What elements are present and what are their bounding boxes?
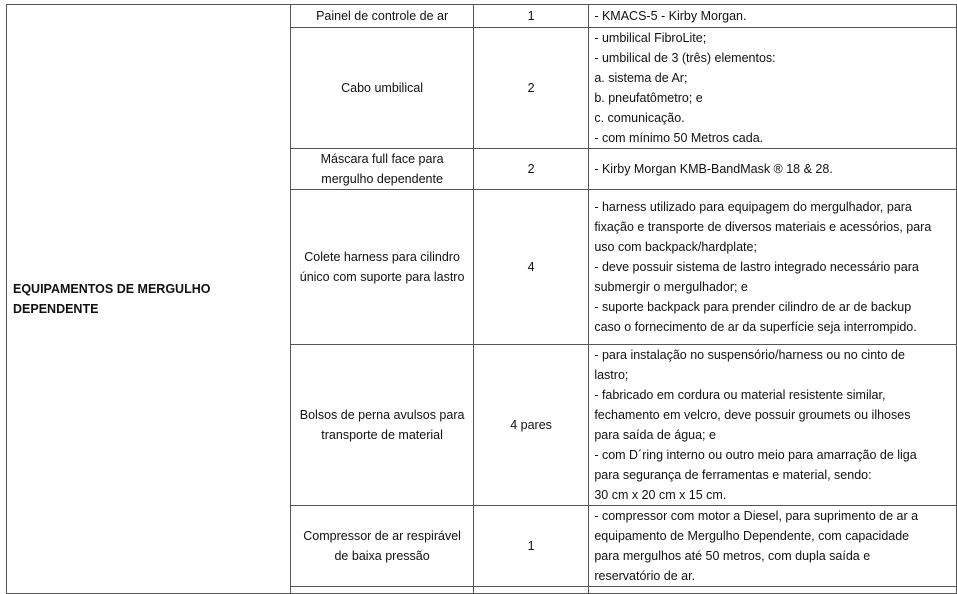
spec-line: - harness utilizado para equipagem do mergulhador, para	[594, 200, 912, 214]
spec-line: fechamento em velcro, deve possuir groumets ou ilhoses	[594, 408, 911, 422]
item-quantity: 1	[473, 506, 589, 587]
spec-line: para segurança de ferramentas e material, sendo:	[594, 468, 872, 482]
spec-line: - KMACS-5 - Kirby Morgan.	[594, 9, 747, 23]
item-spec	[589, 190, 957, 345]
spec-line: - fabricado em cordura ou material resistente similar,	[594, 388, 886, 402]
spec-line: fixação e transporte de diversos materiais e acessórios, para	[594, 220, 932, 234]
category-cell: EQUIPAMENTOS DE MERGULHO DEPENDENTE	[7, 5, 291, 594]
item-spec	[589, 506, 957, 587]
spec-line: para mergulhos até 50 metros, com dupla saída e	[594, 549, 871, 563]
item-spec	[589, 5, 957, 28]
equipment-spec-sheet	[6, 4, 957, 594]
spec-line: - Kirby Morgan KMB-BandMask ® 18 & 28.	[594, 162, 833, 176]
item-quantity: 1	[473, 5, 589, 28]
spec-line: b. pneufatômetro; e	[594, 91, 703, 105]
spec-line: submergir o mergulhador; e	[594, 280, 748, 294]
item-spec	[589, 345, 957, 506]
item-quantity: 2	[473, 149, 589, 190]
spec-line: - para instalação no suspensório/harness ou no cinto de	[594, 348, 905, 362]
spec-line: - umbilical de 3 (três) elementos:	[594, 51, 776, 65]
item-quantity: 4	[473, 190, 589, 345]
spec-line: 30 cm x 20 cm x 15 cm.	[594, 488, 727, 502]
item-quantity: 4 pares	[473, 345, 589, 506]
spec-line: - deve possuir sistema de lastro integrado necessário para	[594, 260, 919, 274]
spec-line: - com mínimo 50 Metros cada.	[594, 131, 764, 145]
item-name: Bolsos de perna avulsos para transporte de material	[291, 345, 473, 506]
spec-line: - com D´ring interno ou outro meio para amarração de liga	[594, 448, 917, 462]
spec-line: para saída de água; e	[594, 428, 716, 442]
item-spec	[589, 149, 957, 190]
spec-line: lastro;	[594, 368, 629, 382]
item-quantity: 2	[473, 28, 589, 149]
spec-line: c. comunicação.	[594, 111, 685, 125]
spec-line: reservatório de ar.	[594, 569, 696, 583]
spec-line: - umbilical FibroLite;	[594, 31, 707, 45]
item-spec	[589, 28, 957, 149]
item-spec-empty	[589, 587, 957, 594]
item-name: Painel de controle de ar	[291, 5, 473, 28]
item-quantity-empty	[473, 587, 589, 594]
item-name: Cabo umbilical	[291, 28, 473, 149]
spec-line: - compressor com motor a Diesel, para suprimento de ar a	[594, 509, 919, 523]
equipment-table	[6, 4, 957, 594]
table-row	[7, 5, 957, 28]
item-name: Colete harness para cilindro único com suporte para lastro	[291, 190, 473, 345]
item-name: Máscara full face para mergulho dependente	[291, 149, 473, 190]
spec-line: caso o fornecimento de ar da superfície seja interrompido.	[594, 320, 917, 334]
item-name: Compressor de ar respirável de baixa pressão	[291, 506, 473, 587]
item-name-empty	[291, 587, 473, 594]
spec-line: equipamento de Mergulho Dependente, com capacidade	[594, 529, 910, 543]
spec-line: uso com backpack/hardplate;	[594, 240, 757, 254]
spec-line: - suporte backpack para prender cilindro de ar de backup	[594, 300, 912, 314]
spec-line: a. sistema de Ar;	[594, 71, 688, 85]
